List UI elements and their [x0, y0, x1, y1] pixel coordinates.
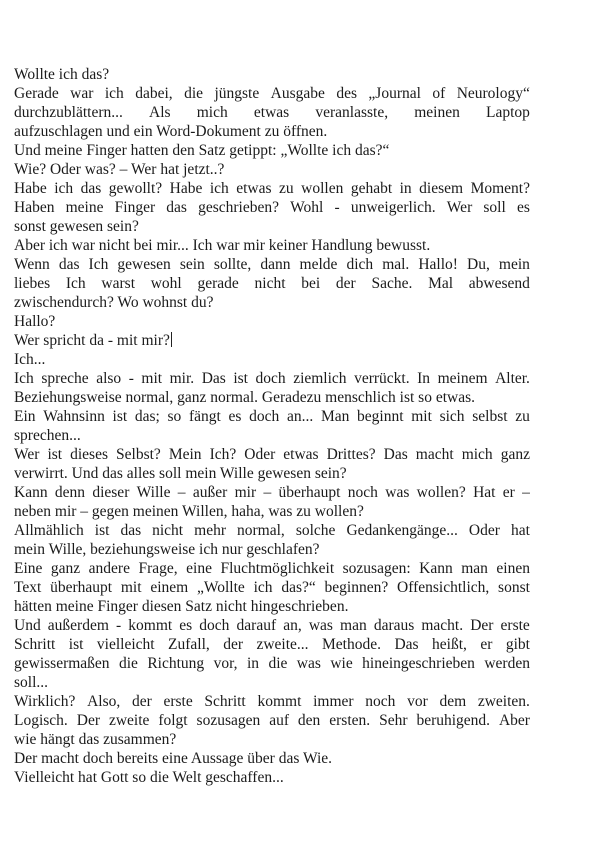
- word: warst: [101, 275, 135, 292]
- word: -: [128, 370, 134, 387]
- word: Methode.: [322, 636, 381, 653]
- word: Logisch.: [14, 712, 68, 729]
- paragraph: [14, 445, 530, 483]
- word: Alter.: [495, 370, 530, 387]
- word: außer: [192, 484, 228, 501]
- text-line[interactable]: [14, 407, 530, 426]
- text-line[interactable]: [14, 635, 530, 654]
- word: -: [334, 199, 340, 216]
- word: mehr: [194, 522, 226, 539]
- word: durchzublättern...: [14, 104, 123, 121]
- word: of: [432, 85, 446, 102]
- word: der: [335, 275, 356, 292]
- word: die: [184, 85, 204, 102]
- word: dich: [346, 256, 374, 273]
- word: ich: [209, 180, 229, 197]
- word: dieser: [92, 484, 130, 501]
- word: ganz: [50, 560, 81, 577]
- word: Mal: [428, 275, 454, 292]
- word: er: [480, 636, 493, 653]
- word: soll: [483, 199, 506, 216]
- word: gewollt?: [108, 180, 163, 197]
- word: Neurology“: [456, 85, 530, 102]
- word: Haben: [14, 199, 55, 216]
- word: Hallo!: [418, 256, 458, 273]
- text-line[interactable]: [14, 274, 530, 293]
- word: beginnt: [357, 408, 404, 425]
- word: noch: [347, 484, 378, 501]
- word: überhaupt: [50, 579, 113, 596]
- word: meinem: [437, 370, 488, 387]
- word: also: [96, 370, 122, 387]
- word: er: [502, 484, 515, 501]
- paragraph: [14, 331, 530, 350]
- word: Wahnsinn: [43, 408, 105, 425]
- word: was: [385, 484, 410, 501]
- word: Ich: [65, 275, 86, 292]
- word: auf: [269, 712, 289, 729]
- text-line[interactable]: Wollte ich das?: [14, 66, 110, 83]
- word: sollte,: [213, 256, 252, 273]
- word: Das: [383, 446, 408, 463]
- paragraph: [14, 65, 530, 84]
- text-line[interactable]: [14, 179, 530, 198]
- word: Sache.: [371, 275, 413, 292]
- word: der: [131, 693, 152, 710]
- word: macht: [415, 446, 454, 463]
- word: jüngste: [214, 85, 260, 102]
- paragraph: [14, 749, 530, 768]
- word: war: [70, 85, 94, 102]
- paragraph: [14, 369, 530, 407]
- text-line[interactable]: verwirrt. Und das alles soll mein Wille gewesen sein?: [14, 465, 347, 482]
- word: daraus: [373, 617, 415, 634]
- word: selbst: [472, 408, 508, 425]
- word: das: [120, 522, 142, 539]
- word: Gerade: [14, 85, 59, 102]
- word: denn: [54, 484, 86, 501]
- word: veranlasste,: [315, 104, 389, 121]
- word: in: [246, 655, 260, 672]
- word: der: [223, 636, 244, 653]
- paragraph: [14, 160, 530, 179]
- word: hat: [510, 522, 530, 539]
- text-line[interactable]: [14, 445, 530, 464]
- word: dabei,: [135, 85, 173, 102]
- word: macht.: [421, 617, 464, 634]
- word: meine: [65, 199, 104, 216]
- word: Laptop: [486, 104, 530, 121]
- word: des: [336, 85, 357, 102]
- paragraph: [14, 350, 530, 369]
- word: mich: [461, 446, 493, 463]
- word: etwas: [283, 446, 319, 463]
- word: das: [166, 199, 187, 216]
- word: Ich: [88, 256, 109, 273]
- word: kommt: [257, 693, 302, 710]
- text-line[interactable]: mein Wille, beziehungsweise ich nur geschlafen?: [14, 541, 320, 558]
- paragraph: [14, 179, 530, 236]
- word: folgt: [158, 712, 188, 729]
- word: gerade: [197, 275, 239, 292]
- word: etwas: [236, 180, 272, 197]
- word: Offensichtlich,: [397, 579, 490, 596]
- text-line[interactable]: [14, 692, 530, 711]
- word: ich: [104, 85, 124, 102]
- word: Fluchtmöglichkeit: [220, 560, 335, 577]
- text-cursor-caret: [171, 332, 172, 347]
- word: mit: [120, 579, 142, 596]
- word: Habe: [169, 180, 203, 197]
- paragraph: [14, 407, 530, 445]
- word: wohl: [150, 275, 182, 292]
- word: dem: [439, 693, 467, 710]
- word: gehabt: [350, 180, 393, 197]
- word: ist: [94, 522, 110, 539]
- word: erste: [163, 693, 193, 710]
- word: etwas: [253, 104, 290, 121]
- paragraph: [14, 768, 530, 787]
- word: den: [297, 712, 321, 729]
- word: das;: [134, 408, 160, 425]
- word: vor: [407, 693, 428, 710]
- word: dann: [260, 256, 291, 273]
- text-line[interactable]: [14, 616, 530, 635]
- text-line[interactable]: Aber ich war nicht bei mir... Ich war mir keiner Handlung bewusst.: [14, 237, 431, 254]
- text-line[interactable]: Der macht doch bereits eine Aussage über das Wie.: [14, 750, 333, 767]
- word: mein: [498, 256, 530, 273]
- word: diesem: [419, 180, 464, 197]
- text-line[interactable]: [14, 578, 530, 597]
- document-body[interactable]: [14, 65, 530, 787]
- word: Kann: [14, 484, 48, 501]
- word: heißt,: [432, 636, 467, 653]
- text-line[interactable]: sonst gewesen sein?: [14, 218, 139, 235]
- word: es: [228, 408, 242, 425]
- word: darauf: [236, 617, 277, 634]
- word: Wirklich?: [14, 693, 76, 710]
- word: Also,: [87, 693, 121, 710]
- word: ist: [47, 446, 63, 463]
- text-line[interactable]: [14, 711, 530, 730]
- word: Schritt: [14, 636, 56, 653]
- word: –: [263, 484, 272, 501]
- word: doch: [199, 617, 230, 634]
- word: ist: [233, 370, 248, 387]
- word: Mein: [168, 446, 202, 463]
- text-line[interactable]: [14, 483, 530, 502]
- word: fängt: [189, 408, 221, 425]
- word: Oder: [468, 522, 500, 539]
- word: das: [58, 256, 80, 273]
- word: was: [308, 617, 333, 634]
- word: Der: [470, 617, 494, 634]
- word: „Wollte: [196, 579, 245, 596]
- word: Gedankengänge...: [346, 522, 458, 539]
- word: erste: [500, 617, 530, 634]
- word: wollen: [301, 180, 344, 197]
- text-line[interactable]: [14, 521, 530, 540]
- word: normal,: [237, 522, 285, 539]
- word: beginnen?: [324, 579, 389, 596]
- text-line[interactable]: [14, 369, 530, 388]
- word: Das: [201, 370, 226, 387]
- text-line[interactable]: [14, 654, 530, 673]
- word: Moment?: [470, 180, 530, 197]
- word: andere: [88, 560, 130, 577]
- word: Wenn: [14, 256, 50, 273]
- word: dieses: [70, 446, 109, 463]
- word: außerdem: [47, 617, 109, 634]
- word: man: [461, 560, 488, 577]
- text-line[interactable]: [14, 84, 530, 103]
- word: Ich: [14, 370, 34, 387]
- word: gewesen: [117, 256, 171, 273]
- word: –: [522, 484, 530, 501]
- text-line[interactable]: zwischendurch? Wo wohnst du?: [14, 294, 214, 311]
- word: Sehr: [379, 712, 408, 729]
- paragraph: [14, 616, 530, 692]
- word: sonst: [498, 579, 530, 596]
- text-line[interactable]: Ich...: [14, 351, 46, 368]
- word: Hat: [473, 484, 496, 501]
- word: ganz: [500, 446, 530, 463]
- text-line[interactable]: Wer spricht da - mit mir?: [14, 332, 170, 349]
- paragraph: [14, 483, 530, 521]
- word: man: [340, 617, 367, 634]
- paragraph: [14, 559, 530, 616]
- word: zweiten.: [477, 693, 530, 710]
- word: mir: [234, 484, 257, 501]
- word: Das: [394, 636, 419, 653]
- word: Wer: [446, 199, 473, 216]
- word: mich: [196, 104, 228, 121]
- word: Zufall,: [168, 636, 210, 653]
- word: verrückt.: [354, 370, 410, 387]
- word: -: [116, 617, 122, 634]
- word: doch: [255, 370, 286, 387]
- word: eine: [186, 560, 212, 577]
- word: Richtung: [147, 655, 205, 672]
- word: gewissermaßen: [14, 655, 110, 672]
- text-line[interactable]: hätten meine Finger diesen Satz nicht hingeschrieben.: [14, 598, 349, 615]
- word: liebes: [14, 275, 51, 292]
- text-line[interactable]: Und meine Finger hatten den Satz getippt: „Wollte ich das?“: [14, 142, 390, 159]
- word: zweite: [108, 712, 150, 729]
- word: was: [296, 655, 321, 672]
- text-line[interactable]: sprechen...: [14, 427, 81, 444]
- paragraph: [14, 255, 530, 312]
- word: spreche: [41, 370, 89, 387]
- word: sozusagen:: [342, 560, 411, 577]
- word: Und: [14, 617, 41, 634]
- word: Aber: [498, 712, 530, 729]
- word: Wohl: [290, 199, 324, 216]
- word: werden: [484, 655, 530, 672]
- text-line[interactable]: [14, 559, 530, 578]
- word: –: [177, 484, 186, 501]
- word: mit: [411, 408, 432, 425]
- word: beruhigend.: [416, 712, 491, 729]
- word: Oder: [244, 446, 276, 463]
- word: so: [167, 408, 182, 425]
- word: immer: [313, 693, 354, 710]
- word: ich: [253, 579, 273, 596]
- word: Ausgabe: [270, 85, 325, 102]
- word: Wille: [136, 484, 171, 501]
- word: sich: [439, 408, 465, 425]
- paragraph: [14, 141, 530, 160]
- word: ziemlich: [293, 370, 347, 387]
- word: überhaupt: [278, 484, 341, 501]
- text-line[interactable]: Vielleicht hat Gott so die Welt geschaffen...: [14, 769, 284, 786]
- word: Allmählich: [14, 522, 84, 539]
- word: die: [268, 655, 288, 672]
- word: wollen?: [416, 484, 466, 501]
- word: bei: [301, 275, 321, 292]
- word: ersten.: [329, 712, 371, 729]
- word: Text: [14, 579, 42, 596]
- text-line[interactable]: Hallo?: [14, 313, 56, 330]
- word: ich: [54, 180, 74, 197]
- word: nicht: [254, 275, 286, 292]
- word: das?“: [281, 579, 316, 596]
- text-line[interactable]: neben mir – gegen meinen Willen, haha, was zu wollen?: [14, 503, 364, 520]
- text-line[interactable]: [14, 198, 530, 217]
- word: es: [516, 199, 530, 216]
- word: Du,: [467, 256, 490, 273]
- word: melde: [299, 256, 338, 273]
- word: Wer: [14, 446, 40, 463]
- paragraph: [14, 236, 530, 255]
- word: Frage,: [138, 560, 178, 577]
- word: In: [417, 370, 431, 387]
- word: Ein: [14, 408, 36, 425]
- word: vor,: [213, 655, 238, 672]
- word: Finger: [114, 199, 156, 216]
- word: es: [179, 617, 193, 634]
- paragraph: [14, 84, 530, 141]
- word: geschrieben?: [198, 199, 279, 216]
- word: hineingeschrieben: [362, 655, 475, 672]
- word: noch: [365, 693, 396, 710]
- text-line[interactable]: Wie? Oder was? – Wer hat jetzt..?: [14, 161, 225, 178]
- word: zu: [515, 408, 530, 425]
- word: gibt: [505, 636, 530, 653]
- word: ist: [112, 408, 128, 425]
- word: mit: [141, 370, 163, 387]
- word: Habe: [14, 180, 47, 197]
- word: die: [118, 655, 138, 672]
- word: Selbst?: [116, 446, 161, 463]
- word: Kann: [419, 560, 453, 577]
- paragraph: [14, 521, 530, 559]
- word: abwesend: [468, 275, 530, 292]
- word: Schritt: [204, 693, 246, 710]
- paragraph: [14, 692, 530, 749]
- word: nicht: [152, 522, 184, 539]
- text-line[interactable]: [14, 103, 530, 122]
- word: zweite...: [256, 636, 309, 653]
- word: kommt: [128, 617, 173, 634]
- word: an,: [283, 617, 302, 634]
- word: doch: [249, 408, 280, 425]
- text-line[interactable]: wie hängt das zusammen?: [14, 731, 177, 748]
- word: mal.: [382, 256, 410, 273]
- paragraph: [14, 312, 530, 331]
- word: Eine: [14, 560, 43, 577]
- word: solche: [295, 522, 336, 539]
- word: „Journal: [368, 85, 421, 102]
- word: mir.: [169, 370, 195, 387]
- word: Als: [149, 104, 171, 121]
- word: Ich?: [209, 446, 237, 463]
- word: einem: [150, 579, 189, 596]
- word: sozusagen: [196, 712, 261, 729]
- text-line[interactable]: Beziehungsweise normal, ganz normal. Geradezu menschlich ist so etwas.: [14, 389, 475, 406]
- word: meinen: [414, 104, 460, 121]
- text-line[interactable]: [14, 255, 530, 274]
- word: wie: [330, 655, 353, 672]
- text-line[interactable]: soll...: [14, 674, 49, 691]
- word: zu: [279, 180, 294, 197]
- word: an...: [286, 408, 314, 425]
- word: Man: [320, 408, 350, 425]
- word: in: [399, 180, 412, 197]
- word: einen: [496, 560, 530, 577]
- word: vielleicht: [96, 636, 155, 653]
- word: Der: [76, 712, 100, 729]
- text-line[interactable]: aufzuschlagen und ein Word-Dokument zu öffnen.: [14, 123, 328, 140]
- word: Drittes?: [326, 446, 376, 463]
- word: ist: [68, 636, 84, 653]
- word: unweigerlich.: [350, 199, 436, 216]
- word: sein: [179, 256, 205, 273]
- word: das: [80, 180, 102, 197]
